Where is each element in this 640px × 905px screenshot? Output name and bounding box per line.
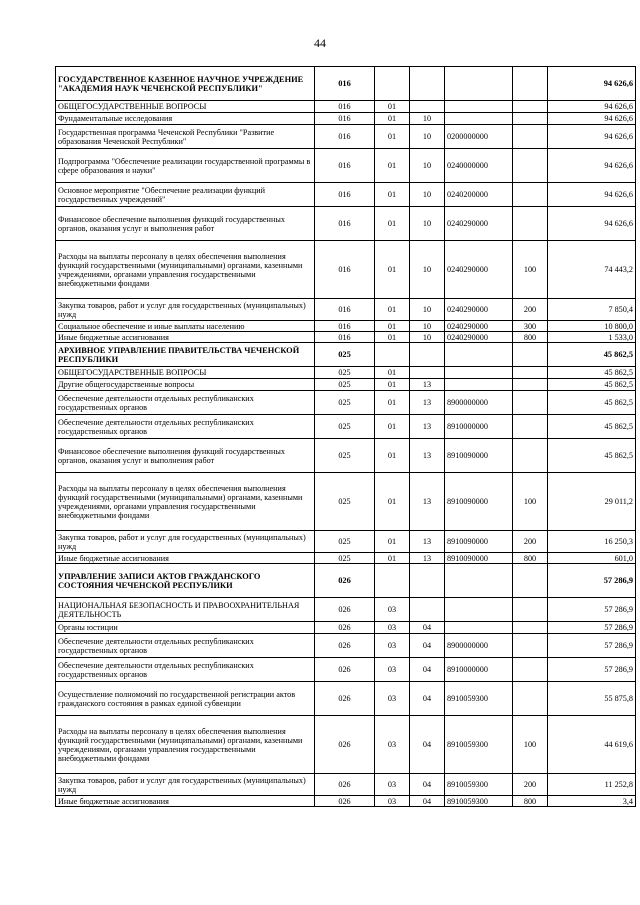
row-expense-type-cell [513, 391, 548, 415]
row-name-cell: Иные бюджетные ассигнования [56, 553, 315, 564]
row-section-cell: 01 [375, 207, 410, 241]
row-expense-type-cell [513, 415, 548, 439]
row-expense-type-cell [513, 658, 548, 682]
row-name-cell: Органы юстиции [56, 622, 315, 634]
table-row [56, 415, 636, 439]
row-subsection-cell: 04 [410, 796, 445, 807]
row-name-cell: Социальное обеспечение и иные выплаты населению [56, 321, 315, 332]
row-expense-type-cell: 100 [513, 241, 548, 299]
row-amount-cell: 94 626,6 [548, 125, 636, 149]
table-row [56, 564, 636, 598]
row-amount-cell: 44 619,6 [548, 716, 636, 774]
table-row [56, 774, 636, 796]
row-subsection-cell: 04 [410, 634, 445, 658]
row-subsection-cell [410, 67, 445, 101]
row-ved-cell: 026 [315, 796, 375, 807]
table-row [56, 299, 636, 321]
row-amount-cell: 94 626,6 [548, 101, 636, 113]
row-name-cell: Обеспечение деятельности отдельных республиканских государственных органов [56, 391, 315, 415]
row-name-cell: НАЦИОНАЛЬНАЯ БЕЗОПАСНОСТЬ И ПРАВООХРАНИТЕЛЬНАЯ ДЕЯТЕЛЬНОСТЬ [56, 598, 315, 622]
row-section-cell: 03 [375, 796, 410, 807]
row-amount-cell: 45 862,5 [548, 415, 636, 439]
row-subsection-cell [410, 564, 445, 598]
row-name-cell: ОБЩЕГОСУДАРСТВЕННЫЕ ВОПРОСЫ [56, 367, 315, 379]
table-row [56, 439, 636, 473]
row-ved-cell: 026 [315, 634, 375, 658]
row-subsection-cell: 13 [410, 553, 445, 564]
row-name-cell: АРХИВНОЕ УПРАВЛЕНИЕ ПРАВИТЕЛЬСТВА ЧЕЧЕНСКОЙ РЕСПУБЛИКИ [56, 343, 315, 367]
row-target-article-cell: 8910059300 [445, 682, 513, 716]
row-subsection-cell: 13 [410, 439, 445, 473]
row-section-cell: 03 [375, 682, 410, 716]
row-ved-cell: 016 [315, 125, 375, 149]
table-row [56, 716, 636, 774]
table-row [56, 634, 636, 658]
row-section-cell: 03 [375, 598, 410, 622]
table-row [56, 379, 636, 391]
row-amount-cell: 601,0 [548, 553, 636, 564]
row-ved-cell: 025 [315, 439, 375, 473]
table-row [56, 113, 636, 125]
row-subsection-cell: 10 [410, 241, 445, 299]
row-subsection-cell: 13 [410, 531, 445, 553]
page-number: 44 [314, 36, 326, 50]
row-subsection-cell [410, 598, 445, 622]
row-expense-type-cell [513, 564, 548, 598]
row-amount-cell: 45 862,5 [548, 343, 636, 367]
row-ved-cell: 016 [315, 183, 375, 207]
row-target-article-cell: 0240290000 [445, 321, 513, 332]
row-name-cell: Иные бюджетные ассигнования [56, 332, 315, 343]
row-target-article-cell: 8910059300 [445, 774, 513, 796]
row-amount-cell: 94 626,6 [548, 183, 636, 207]
row-name-cell: Расходы на выплаты персоналу в целях обеспечения выполнения функций государственными (муниципальными) органами, казенными учреждениями, органами управления государственными внебюджетными фондами [56, 716, 315, 774]
row-section-cell: 03 [375, 716, 410, 774]
row-amount-cell: 1 533,0 [548, 332, 636, 343]
row-target-article-cell: 0240290000 [445, 241, 513, 299]
row-ved-cell: 016 [315, 241, 375, 299]
row-target-article-cell [445, 622, 513, 634]
row-section-cell: 01 [375, 113, 410, 125]
row-amount-cell: 57 286,9 [548, 622, 636, 634]
row-amount-cell: 10 800,0 [548, 321, 636, 332]
row-subsection-cell: 10 [410, 113, 445, 125]
row-ved-cell: 025 [315, 415, 375, 439]
row-section-cell: 01 [375, 183, 410, 207]
row-section-cell: 01 [375, 391, 410, 415]
table-row [56, 658, 636, 682]
row-section-cell: 03 [375, 658, 410, 682]
row-target-article-cell: 8910059300 [445, 796, 513, 807]
row-subsection-cell: 10 [410, 183, 445, 207]
row-subsection-cell: 04 [410, 658, 445, 682]
row-name-cell: Иные бюджетные ассигнования [56, 796, 315, 807]
row-subsection-cell: 04 [410, 716, 445, 774]
row-amount-cell: 57 286,9 [548, 634, 636, 658]
row-amount-cell: 3,4 [548, 796, 636, 807]
row-section-cell: 01 [375, 553, 410, 564]
row-target-article-cell [445, 564, 513, 598]
row-section-cell: 01 [375, 367, 410, 379]
row-section-cell [375, 564, 410, 598]
row-expense-type-cell [513, 149, 548, 183]
table-row [56, 207, 636, 241]
row-section-cell: 01 [375, 125, 410, 149]
row-subsection-cell: 13 [410, 473, 445, 531]
budget-table-body [56, 67, 636, 807]
row-amount-cell: 94 626,6 [548, 67, 636, 101]
row-amount-cell: 45 862,5 [548, 391, 636, 415]
row-name-cell: Финансовое обеспечение выполнения функций государственных органов, оказания услуг и выполнения работ [56, 207, 315, 241]
row-amount-cell: 11 252,8 [548, 774, 636, 796]
row-section-cell: 01 [375, 473, 410, 531]
row-target-article-cell: 0240290000 [445, 332, 513, 343]
row-target-article-cell: 8910000000 [445, 658, 513, 682]
row-target-article-cell [445, 598, 513, 622]
row-amount-cell: 7 850,4 [548, 299, 636, 321]
table-row [56, 682, 636, 716]
row-name-cell: Финансовое обеспечение выполнения функций государственных органов, оказания услуг и выполнения работ [56, 439, 315, 473]
row-name-cell: Подпрограмма "Обеспечение реализации государственной программы в сфере образования и науки" [56, 149, 315, 183]
row-expense-type-cell: 200 [513, 299, 548, 321]
table-row [56, 391, 636, 415]
row-amount-cell: 94 626,6 [548, 207, 636, 241]
row-ved-cell: 026 [315, 774, 375, 796]
table-row [56, 622, 636, 634]
row-ved-cell: 025 [315, 379, 375, 391]
table-row [56, 183, 636, 207]
row-amount-cell: 16 250,3 [548, 531, 636, 553]
table-row [56, 101, 636, 113]
row-target-article-cell [445, 67, 513, 101]
table-row [56, 531, 636, 553]
row-ved-cell: 026 [315, 564, 375, 598]
row-amount-cell: 45 862,5 [548, 439, 636, 473]
row-target-article-cell [445, 343, 513, 367]
row-target-article-cell: 0240200000 [445, 183, 513, 207]
row-expense-type-cell [513, 634, 548, 658]
row-amount-cell: 55 875,8 [548, 682, 636, 716]
table-row [56, 67, 636, 101]
row-amount-cell: 94 626,6 [548, 149, 636, 183]
row-expense-type-cell: 100 [513, 473, 548, 531]
row-section-cell: 01 [375, 299, 410, 321]
row-subsection-cell: 10 [410, 321, 445, 332]
row-expense-type-cell [513, 622, 548, 634]
row-ved-cell: 016 [315, 207, 375, 241]
row-name-cell: ОБЩЕГОСУДАРСТВЕННЫЕ ВОПРОСЫ [56, 101, 315, 113]
budget-table [55, 66, 636, 807]
row-subsection-cell: 04 [410, 682, 445, 716]
row-name-cell: Закупка товаров, работ и услуг для государственных (муниципальных) нужд [56, 531, 315, 553]
row-section-cell: 03 [375, 622, 410, 634]
row-ved-cell: 016 [315, 67, 375, 101]
table-row [56, 332, 636, 343]
row-section-cell: 01 [375, 332, 410, 343]
row-subsection-cell [410, 367, 445, 379]
row-ved-cell: 016 [315, 101, 375, 113]
table-row [56, 125, 636, 149]
row-name-cell: Основное мероприятие "Обеспечение реализации функций государственных учреждений" [56, 183, 315, 207]
row-ved-cell: 016 [315, 299, 375, 321]
row-expense-type-cell [513, 125, 548, 149]
row-target-article-cell: 0240000000 [445, 149, 513, 183]
row-section-cell: 01 [375, 415, 410, 439]
row-target-article-cell: 0240290000 [445, 299, 513, 321]
table-row [56, 796, 636, 807]
row-expense-type-cell [513, 343, 548, 367]
row-ved-cell: 025 [315, 343, 375, 367]
row-section-cell: 01 [375, 241, 410, 299]
row-target-article-cell: 0240290000 [445, 207, 513, 241]
row-ved-cell: 025 [315, 531, 375, 553]
row-ved-cell: 026 [315, 682, 375, 716]
row-section-cell: 03 [375, 634, 410, 658]
row-expense-type-cell: 800 [513, 332, 548, 343]
row-name-cell: Расходы на выплаты персоналу в целях обеспечения выполнения функций государственными (муниципальными) органами, казенными учреждениями, органами управления государственными внебюджетными фондами [56, 241, 315, 299]
row-target-article-cell [445, 379, 513, 391]
row-expense-type-cell [513, 682, 548, 716]
row-expense-type-cell [513, 367, 548, 379]
row-target-article-cell: 8910090000 [445, 473, 513, 531]
row-target-article-cell: 8900000000 [445, 391, 513, 415]
row-subsection-cell: 10 [410, 299, 445, 321]
row-expense-type-cell [513, 379, 548, 391]
row-subsection-cell: 10 [410, 149, 445, 183]
row-name-cell: Другие общегосударственные вопросы [56, 379, 315, 391]
row-section-cell: 01 [375, 149, 410, 183]
row-target-article-cell: 0200000000 [445, 125, 513, 149]
row-name-cell: Обеспечение деятельности отдельных республиканских государственных органов [56, 415, 315, 439]
row-section-cell: 03 [375, 774, 410, 796]
row-ved-cell: 016 [315, 149, 375, 183]
row-target-article-cell [445, 101, 513, 113]
row-amount-cell: 29 011,2 [548, 473, 636, 531]
row-expense-type-cell [513, 207, 548, 241]
row-subsection-cell [410, 343, 445, 367]
row-ved-cell: 026 [315, 622, 375, 634]
row-name-cell: Обеспечение деятельности отдельных республиканских государственных органов [56, 634, 315, 658]
row-expense-type-cell [513, 183, 548, 207]
row-target-article-cell: 8910090000 [445, 531, 513, 553]
row-section-cell [375, 343, 410, 367]
row-target-article-cell: 8910000000 [445, 415, 513, 439]
row-expense-type-cell: 800 [513, 796, 548, 807]
table-row [56, 598, 636, 622]
row-expense-type-cell [513, 439, 548, 473]
row-subsection-cell: 13 [410, 415, 445, 439]
row-subsection-cell: 04 [410, 622, 445, 634]
row-name-cell: Расходы на выплаты персоналу в целях обеспечения выполнения функций государственными (муниципальными) органами, казенными учреждениями, органами управления государственными внебюджетными фондами [56, 473, 315, 531]
row-amount-cell: 94 626,6 [548, 113, 636, 125]
table-row [56, 241, 636, 299]
row-subsection-cell: 10 [410, 207, 445, 241]
row-ved-cell: 025 [315, 367, 375, 379]
table-row [56, 473, 636, 531]
row-subsection-cell: 10 [410, 332, 445, 343]
row-ved-cell: 016 [315, 321, 375, 332]
row-subsection-cell [410, 101, 445, 113]
row-amount-cell: 74 443,2 [548, 241, 636, 299]
row-subsection-cell: 10 [410, 125, 445, 149]
row-name-cell: Закупка товаров, работ и услуг для государственных (муниципальных) нужд [56, 299, 315, 321]
row-name-cell: Государственная программа Чеченской Республики "Развитие образования Чеченской Республики" [56, 125, 315, 149]
row-amount-cell: 57 286,9 [548, 658, 636, 682]
row-ved-cell: 025 [315, 473, 375, 531]
row-section-cell: 01 [375, 531, 410, 553]
row-subsection-cell: 13 [410, 379, 445, 391]
table-row [56, 343, 636, 367]
row-target-article-cell: 8910090000 [445, 553, 513, 564]
row-expense-type-cell [513, 101, 548, 113]
row-amount-cell: 45 862,5 [548, 367, 636, 379]
row-section-cell: 01 [375, 439, 410, 473]
table-row [56, 553, 636, 564]
row-name-cell: ГОСУДАРСТВЕННОЕ КАЗЕННОЕ НАУЧНОЕ УЧРЕЖДЕНИЕ "АКАДЕМИЯ НАУК ЧЕЧЕНСКОЙ РЕСПУБЛИКИ" [56, 67, 315, 101]
table-row [56, 367, 636, 379]
row-name-cell: Фундаментальные исследования [56, 113, 315, 125]
row-expense-type-cell [513, 67, 548, 101]
row-name-cell: Осуществление полномочий по государственной регистрации актов гражданского состояния в рамках единой субвенции [56, 682, 315, 716]
row-target-article-cell [445, 113, 513, 125]
row-subsection-cell: 04 [410, 774, 445, 796]
table-row [56, 321, 636, 332]
row-ved-cell: 025 [315, 553, 375, 564]
row-subsection-cell: 13 [410, 391, 445, 415]
row-expense-type-cell: 800 [513, 553, 548, 564]
row-expense-type-cell: 300 [513, 321, 548, 332]
row-expense-type-cell: 100 [513, 716, 548, 774]
row-expense-type-cell: 200 [513, 774, 548, 796]
row-section-cell [375, 67, 410, 101]
row-target-article-cell: 8900000000 [445, 634, 513, 658]
row-ved-cell: 026 [315, 598, 375, 622]
row-expense-type-cell [513, 113, 548, 125]
row-ved-cell: 016 [315, 113, 375, 125]
row-name-cell: Обеспечение деятельности отдельных республиканских государственных органов [56, 658, 315, 682]
row-target-article-cell: 8910090000 [445, 439, 513, 473]
row-target-article-cell [445, 367, 513, 379]
row-ved-cell: 016 [315, 332, 375, 343]
row-name-cell: УПРАВЛЕНИЕ ЗАПИСИ АКТОВ ГРАЖДАНСКОГО СОСТОЯНИЯ ЧЕЧЕНСКОЙ РЕСПУБЛИКИ [56, 564, 315, 598]
row-amount-cell: 57 286,9 [548, 564, 636, 598]
row-amount-cell: 57 286,9 [548, 598, 636, 622]
row-expense-type-cell [513, 598, 548, 622]
row-section-cell: 01 [375, 379, 410, 391]
row-target-article-cell: 8910059300 [445, 716, 513, 774]
row-section-cell: 01 [375, 321, 410, 332]
row-ved-cell: 026 [315, 716, 375, 774]
row-name-cell: Закупка товаров, работ и услуг для государственных (муниципальных) нужд [56, 774, 315, 796]
row-section-cell: 01 [375, 101, 410, 113]
row-amount-cell: 45 862,5 [548, 379, 636, 391]
row-expense-type-cell: 200 [513, 531, 548, 553]
table-row [56, 149, 636, 183]
row-ved-cell: 026 [315, 658, 375, 682]
row-ved-cell: 025 [315, 391, 375, 415]
